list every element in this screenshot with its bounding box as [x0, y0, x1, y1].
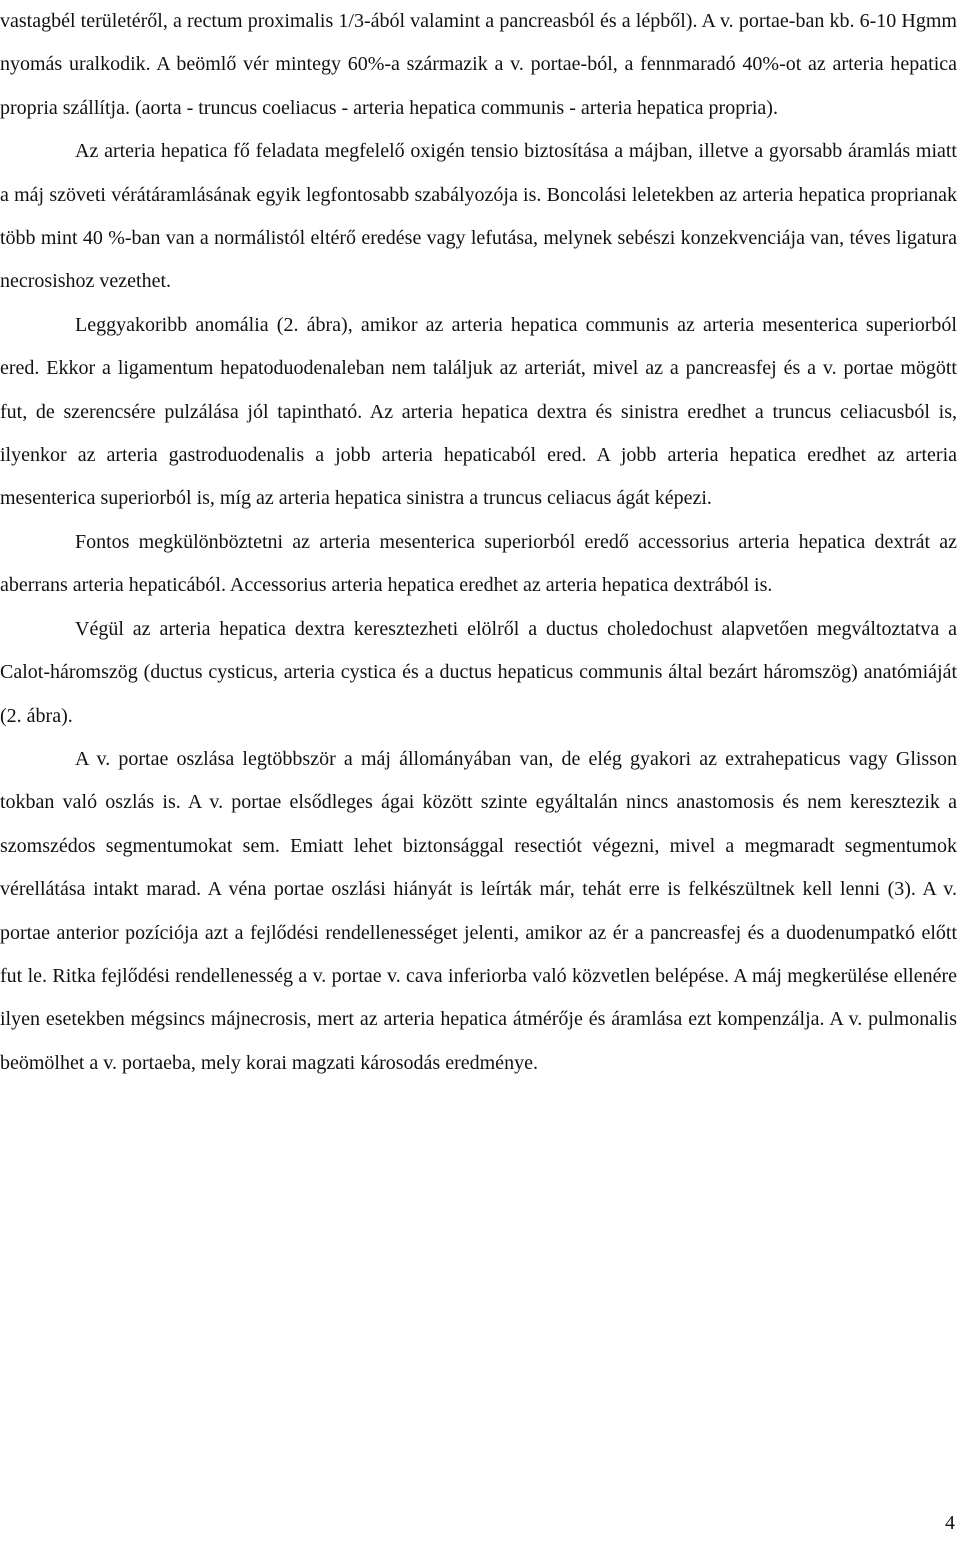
paragraph-portal-flow: vastagbél területéről, a rectum proximalis 1/3-ából valamint a pancreasból és a lépből). A v. portae-ban kb. 6-10 Hgmm nyomás uralkodik. A beömlő vér mintegy 60%-a származik a v. portae-ból, a fennmaradó 40%-ot az arteria hepatica propria szállítja. (aorta - truncus coeliacus - arteria hepatica communis - arteria hepatica propria).	[0, 10, 957, 119]
paragraph-arteria-hepatica-function: Az arteria hepatica fő feladata megfelelő oxigén tensio biztosítása a májban, illetve a gyorsabb áramlás miatt a máj szöveti vérátáramlásának egyik legfontosabb szabályozója is. Boncolási leletekben az arteria hepatica proprianak több mint 40 %-ban van a normálistól eltérő eredése vagy lefutása, melynek sebészi konzekvenciája van, téves ligatura necrosishoz vezethet.	[0, 140, 957, 293]
paragraph-accessory-artery: Fontos megkülönböztetni az arteria mesenterica superiorból eredő accessorius arteria hepatica dextrát az aberrans arteria hepaticából. Accessorius arteria hepatica eredhet az arteria hepatica dextrából is.	[0, 530, 957, 597]
paragraph-calot-triangle: Végül az arteria hepatica dextra keresztezheti elölről a ductus choledochust alapvetően megváltoztatva a Calot-háromszög (ductus cysticus, arteria cystica és a ductus hepaticus communis által bezárt háromszög) anatómiáját (2. ábra).	[0, 617, 957, 727]
page-number: 4	[945, 1512, 955, 1534]
paragraph-portal-branching: A v. portae oszlása legtöbbször a máj állományában van, de elég gyakori az extrahepaticus vagy Glisson tokban való oszlás is. A v. portae elsődleges ágai között szinte egyáltalán nincs anastomosis és nem keresztezik a szomszédos segmentumokat sem. Emiatt lehet biztonsággal resectiót végezni, mivel a megmaradt segmentumok vérellátása intakt marad. A véna portae oszlási hiányát is leírták már, tehát erre is felkészültnek kell lenni (3). A v. portae anterior pozíciója azt a fejlődési rendellenességet jelenti, amikor az ér a pancreasfej és a duodenumpatkó előtt fut le. Ritka fejlődési rendellenesség a v. portae v. cava inferiorba való közvetlen belépése. A máj megkerülése ellenére ilyen esetekben mégsincs májnecrosis, mert az arteria hepatica átmérője és áramlása ezt kompenzálja. A v. pulmonalis beömölhet a v. portaeba, mely korai magzati károsodás eredménye.	[0, 747, 957, 1074]
paragraph-common-anomaly: Leggyakoribb anomália (2. ábra), amikor az arteria hepatica communis az arteria mesenterica superiorból ered. Ekkor a ligamentum hepatoduodenaleban nem találjuk az arteriát, mivel az a pancreasfej és a v. portae mögött fut, de szerencsére pulzálása jól tapintható. Az arteria hepatica dextra és sinistra eredhet a truncus celiacusból is, ilyenkor az arteria gastroduodenalis a jobb arteria hepaticaból ered. A jobb arteria hepatica eredhet az arteria mesenterica superiorból is, míg az arteria hepatica sinistra a truncus celiacus ágát képezi.	[0, 313, 957, 510]
